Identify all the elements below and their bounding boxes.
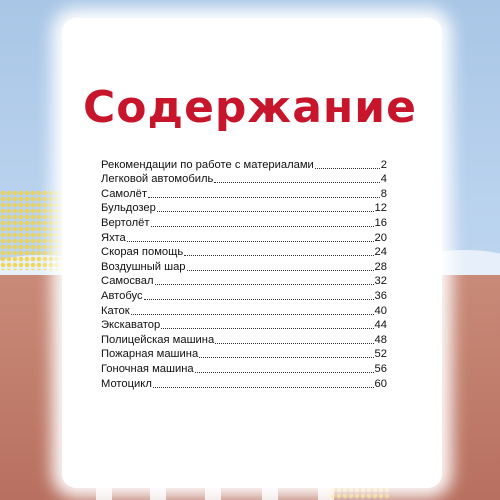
toc-entry-page: 28 xyxy=(374,260,387,273)
dot-leader xyxy=(187,270,374,271)
toc-entry-page: 4 xyxy=(380,173,387,186)
toc-entry-page: 52 xyxy=(374,348,387,361)
toc-entry[interactable] xyxy=(101,229,387,244)
toc-entry-title: Гоночная машина xyxy=(101,362,194,375)
dot-leader xyxy=(199,357,373,358)
toc-entry[interactable] xyxy=(101,156,387,171)
dot-leader xyxy=(157,211,374,212)
toc-entry-page: 40 xyxy=(374,304,387,317)
dot-leader xyxy=(144,299,374,300)
toc-entry-page: 12 xyxy=(374,202,387,215)
toc-entry-title: Бульдозер xyxy=(101,202,156,215)
toc-entry-title: Каток xyxy=(101,304,130,317)
toc-entry[interactable] xyxy=(101,273,387,288)
toc-entry-title: Легковой автомобиль xyxy=(101,173,214,186)
toc-entry[interactable] xyxy=(101,258,387,273)
toc-entry-title: Рекомендации по работе с материалами xyxy=(101,158,314,171)
table-of-contents xyxy=(101,156,387,390)
toc-entry-page: 60 xyxy=(374,377,387,390)
toc-entry-title: Воздушный шар xyxy=(101,260,186,273)
toc-entry[interactable] xyxy=(101,375,387,390)
toc-entry-title: Вертолёт xyxy=(101,216,150,229)
dot-leader xyxy=(161,328,373,329)
toc-entry-title: Полицейская машина xyxy=(101,333,215,346)
dot-leader xyxy=(127,241,374,242)
dot-leader xyxy=(153,387,374,388)
toc-entry[interactable] xyxy=(101,331,387,346)
toc-entry[interactable] xyxy=(101,214,387,229)
toc-entry-page: 44 xyxy=(374,319,387,332)
toc-entry-title: Самолёт xyxy=(101,187,147,200)
toc-entry[interactable] xyxy=(101,185,387,200)
toc-entry-title: Яхта xyxy=(101,231,126,244)
dot-leader xyxy=(195,372,374,373)
toc-entry[interactable] xyxy=(101,287,387,302)
toc-entry-page: 2 xyxy=(380,158,387,171)
toc-entry-page: 8 xyxy=(380,187,387,200)
toc-entry-page: 20 xyxy=(374,231,387,244)
toc-entry-page: 48 xyxy=(374,333,387,346)
toc-entry-title: Самосвал xyxy=(101,275,154,288)
dot-leader xyxy=(214,182,379,183)
toc-entry[interactable] xyxy=(101,302,387,317)
toc-entry-page: 16 xyxy=(374,216,387,229)
toc-entry-title: Пожарная машина xyxy=(101,348,199,361)
dot-leader xyxy=(148,197,380,198)
toc-entry-page: 36 xyxy=(374,289,387,302)
dot-leader xyxy=(151,226,374,227)
toc-entry-title: Скорая помощь xyxy=(101,246,184,259)
toc-entry[interactable] xyxy=(101,317,387,332)
dot-leader xyxy=(155,284,374,285)
toc-entry[interactable] xyxy=(101,244,387,259)
halftone-dots xyxy=(0,190,70,270)
toc-entry-page: 56 xyxy=(374,362,387,375)
toc-entry-title: Автобус xyxy=(101,289,143,302)
toc-entry-title: Мотоцикл xyxy=(101,377,152,390)
dot-leader xyxy=(315,168,380,169)
dot-leader xyxy=(184,255,373,256)
page-title: Содержание xyxy=(83,82,417,133)
toc-entry[interactable] xyxy=(101,346,387,361)
toc-entry[interactable] xyxy=(101,171,387,186)
dot-leader xyxy=(131,314,374,315)
toc-entry[interactable] xyxy=(101,200,387,215)
toc-entry-page: 24 xyxy=(374,246,387,259)
toc-entry-title: Экскаватор xyxy=(101,319,161,332)
toc-entry-page: 32 xyxy=(374,275,387,288)
dot-leader xyxy=(215,343,373,344)
toc-entry[interactable] xyxy=(101,360,387,375)
